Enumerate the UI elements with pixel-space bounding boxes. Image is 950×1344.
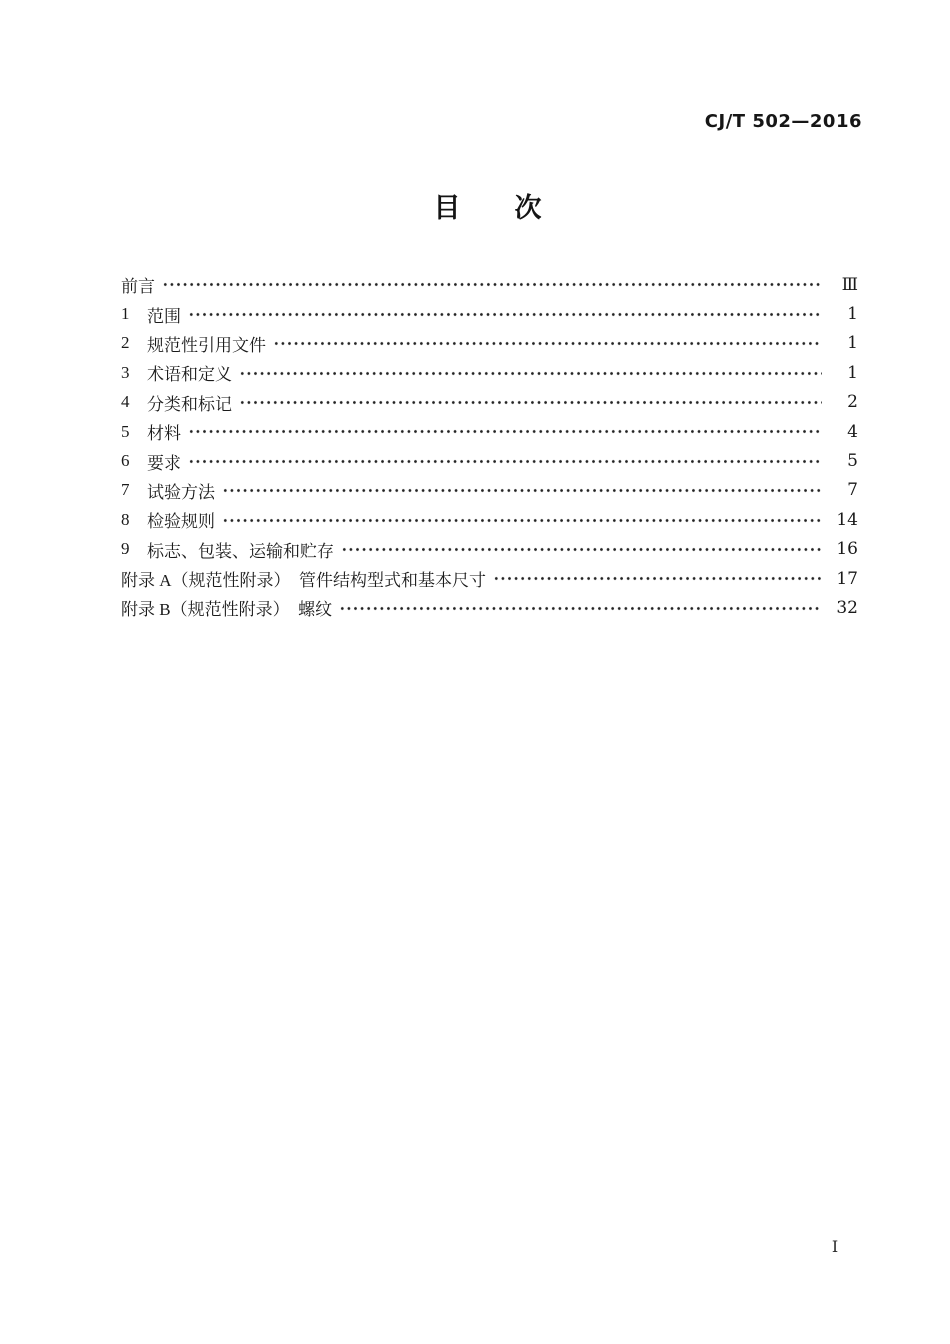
toc-entry-page: Ⅲ bbox=[841, 274, 858, 295]
toc-entry-label: 材料 bbox=[147, 424, 181, 444]
page-title: 目 次 bbox=[433, 193, 542, 223]
toc-entry-page: 16 bbox=[836, 539, 858, 560]
toc-entry bbox=[121, 270, 858, 299]
toc-entry-label: 前言 bbox=[121, 277, 155, 297]
toc-entry-page: 1 bbox=[847, 333, 858, 354]
toc-entry-number: 6 bbox=[121, 451, 130, 471]
toc-entry bbox=[121, 505, 858, 534]
toc-entry-number: 2 bbox=[121, 333, 130, 353]
dot-leader bbox=[188, 417, 822, 446]
toc-entry-label: 要求 bbox=[147, 453, 181, 473]
toc-entry bbox=[121, 476, 858, 505]
toc-entry-label: 分类和标记 bbox=[147, 394, 232, 414]
toc-entry-page: 2 bbox=[847, 392, 858, 413]
toc-entry-label: 术语和定义 bbox=[147, 365, 232, 385]
toc-entry-page: 5 bbox=[847, 451, 858, 472]
toc-entry-number: 7 bbox=[121, 480, 130, 500]
dot-leader bbox=[222, 505, 822, 534]
toc-entry-number: 8 bbox=[121, 509, 130, 529]
standard-number: CJ/T 502—2016 bbox=[704, 111, 862, 132]
dot-leader bbox=[222, 476, 822, 505]
toc-entry-page: 7 bbox=[847, 480, 858, 501]
toc-entry-page: 1 bbox=[847, 304, 858, 325]
toc-entry-label: 检验规则 bbox=[147, 512, 215, 532]
dot-leader bbox=[339, 593, 822, 622]
toc-entry-number: 3 bbox=[121, 362, 130, 382]
toc-entry bbox=[121, 417, 858, 446]
dot-leader bbox=[341, 535, 822, 564]
toc-entry-label: 范围 bbox=[147, 306, 181, 326]
dot-leader bbox=[239, 388, 822, 417]
toc-entry-label: 规范性引用文件 bbox=[147, 335, 266, 355]
toc-entry-label: 附录 A（规范性附录） 管件结构型式和基本尺寸 bbox=[121, 571, 487, 591]
dot-leader bbox=[188, 299, 822, 328]
toc-entry-page: 17 bbox=[836, 568, 858, 589]
dot-leader bbox=[162, 270, 822, 299]
toc-entry-number: 9 bbox=[121, 539, 130, 559]
toc-entry bbox=[121, 358, 858, 387]
dot-leader bbox=[493, 564, 822, 593]
toc-entry-number: 4 bbox=[121, 392, 130, 412]
dot-leader bbox=[239, 358, 822, 387]
toc-entry-page: 14 bbox=[836, 509, 858, 530]
toc-entry bbox=[121, 446, 858, 475]
toc-entry bbox=[121, 593, 858, 622]
table-of-contents bbox=[121, 270, 858, 623]
toc-entry-label: 标志、包装、运输和贮存 bbox=[147, 541, 334, 561]
dot-leader bbox=[188, 446, 822, 475]
toc-entry-page: 4 bbox=[847, 421, 858, 442]
toc-entry bbox=[121, 329, 858, 358]
toc-entry bbox=[121, 535, 858, 564]
footer-page-number: Ⅰ bbox=[831, 1237, 839, 1256]
toc-entry bbox=[121, 388, 858, 417]
toc-entry-label: 试验方法 bbox=[147, 482, 215, 502]
toc-entry bbox=[121, 564, 858, 593]
toc-entry-number: 5 bbox=[121, 421, 130, 441]
toc-entry-page: 32 bbox=[836, 597, 858, 618]
dot-leader bbox=[273, 329, 822, 358]
toc-entry bbox=[121, 299, 858, 328]
toc-entry-page: 1 bbox=[847, 362, 858, 383]
toc-entry-number: 1 bbox=[121, 304, 130, 324]
toc-entry-label: 附录 B（规范性附录） 螺纹 bbox=[121, 600, 333, 620]
